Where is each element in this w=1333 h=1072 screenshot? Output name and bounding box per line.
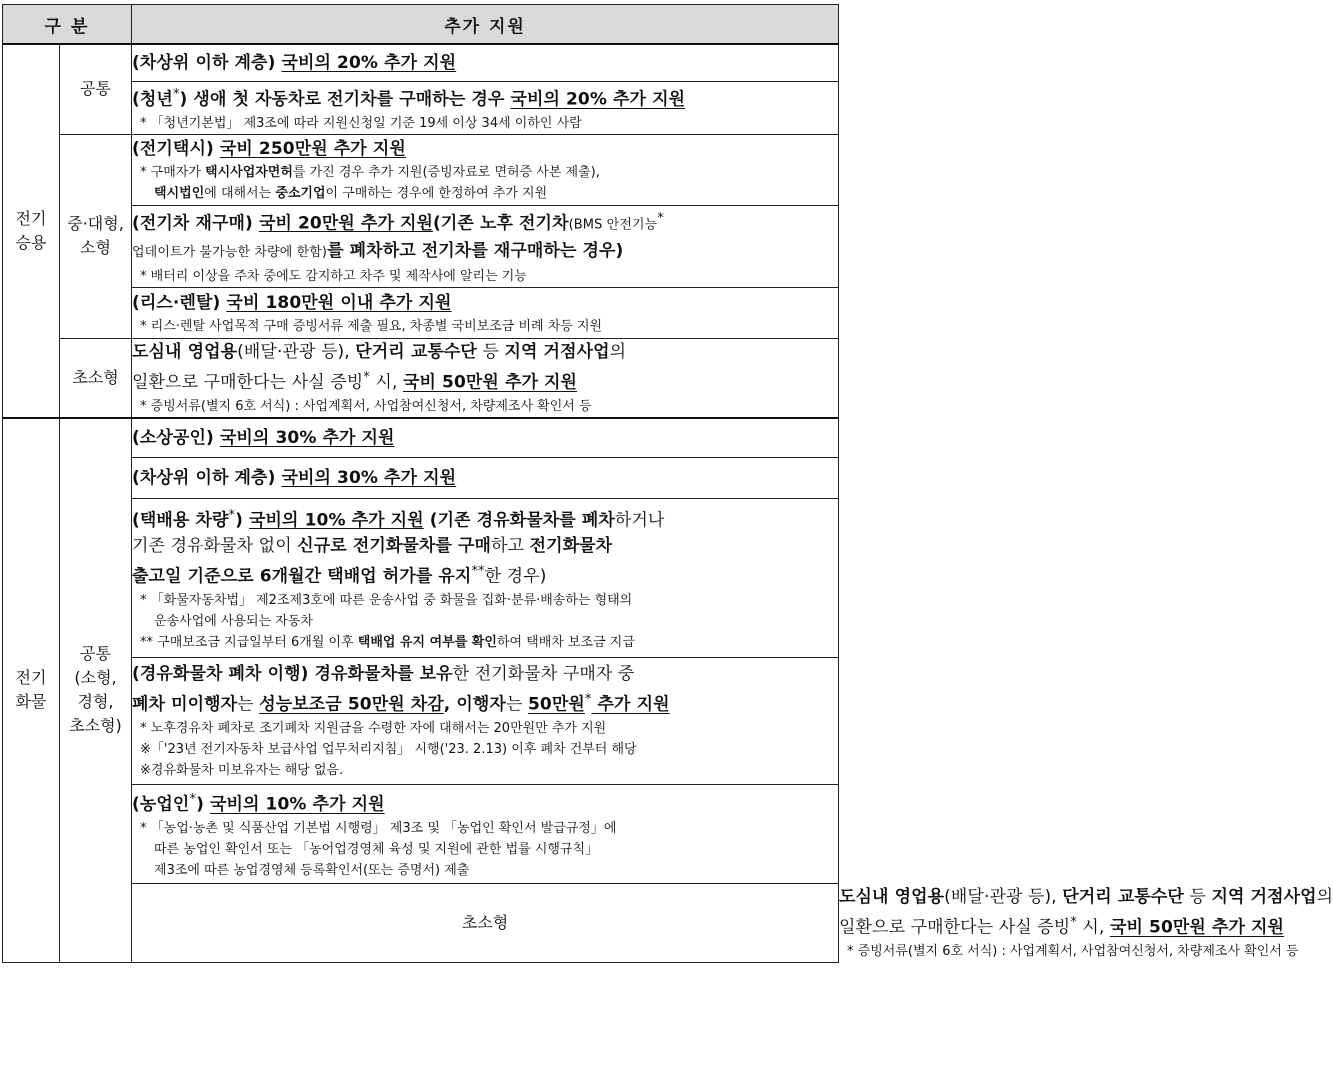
category-label: 전기 <box>15 668 47 688</box>
support-line: (농업인*) 국비의 10% 추가 지원 <box>132 792 385 815</box>
subcategory-label: 초소형 <box>72 368 119 388</box>
header-support-label: 추가 지원 <box>444 16 526 37</box>
subcategory-label: 초소형) <box>69 716 122 736</box>
subcategory-common <box>60 418 132 962</box>
footnote: * 증빙서류(별지 6호 서식) : 사업계획서, 사업참여신청서, 차량제조사 확인서 등 <box>140 398 592 414</box>
support-line: 폐차 미이행자는 성능보조금 50만원 차감, 이행자는 50만원* 추가 지원 <box>132 692 670 715</box>
footnote: ※경유화물차 미보유자는 해당 없음. <box>140 762 344 778</box>
support-line: (소상공인) 국비의 30% 추가 지원 <box>132 427 395 448</box>
footnote: * 구매자가 택시사업자면허를 가진 경우 추가 지원(증빙자료로 면허증 사본 제출), <box>140 164 600 180</box>
table-row <box>3 44 839 82</box>
header-category-label: 구 분 <box>44 16 90 37</box>
support-cell <box>132 339 839 418</box>
subsidy-table <box>2 4 1333 963</box>
header-category <box>3 5 132 45</box>
table-row: 초소형 도심내 영업용(배달·관광 등), 단거리 교통수단 등 지역 거점사업의 일환으로 구매한다는 사실 증빙* 시, 국비 50만원 추가 지원 * 증빙서류(별지 6호 서식) : 사업계획서, 사업참여신청서, 차량제조사 확인서 등 <box>3 883 839 962</box>
support-line: (청년*) 생애 첫 자동차로 전기차를 구매하는 경우 국비의 20% 추가 지원 <box>132 87 686 110</box>
support-line: 출고일 기준으로 6개월간 택배업 허가를 유지**한 경우) <box>132 564 547 588</box>
footnote: 제3조에 따른 농업경영체 등록확인서(또는 증명서) 제출 <box>154 862 470 878</box>
support-line: (차상위 이하 계층) 국비의 20% 추가 지원 <box>132 53 457 73</box>
table-row <box>3 418 839 458</box>
subcategory-label: (소형, <box>74 668 117 688</box>
footnote: * 노후경유차 폐차로 조기폐차 지원금을 수령한 자에 대해서는 20만원만 추가 지원 <box>140 720 607 736</box>
support-line: 도심내 영업용(배달·관광 등), 단거리 교통수단 등 지역 거점사업의 <box>132 342 627 363</box>
subcategory-label: 중·대형, <box>67 214 124 234</box>
support-line: (택배용 차량*) 국비의 10% 추가 지원 (기존 경유화물차를 폐차하거나 <box>132 507 665 531</box>
support-cell <box>132 82 839 135</box>
table-header-row <box>3 5 839 45</box>
subcategory-label: 공통 <box>80 79 111 99</box>
support-cell <box>132 657 839 784</box>
footnote: * 배터리 이상을 주차 중에도 감지하고 차주 및 제작사에 알리는 기능 <box>140 269 527 285</box>
support-line: (리스·렌탈) 국비 180만원 이내 추가 지원 <box>132 292 452 313</box>
subcategory-micro <box>60 339 132 418</box>
support-cell <box>132 457 839 498</box>
subcategory-label: 소형 <box>80 238 111 258</box>
footnote: * 리스·렌탈 사업목적 구매 증빙서류 제출 필요, 차종별 국비보조금 비례 차등 지원 <box>140 318 603 334</box>
support-line: (차상위 이하 계층) 국비의 30% 추가 지원 <box>132 467 457 488</box>
category-label: 화물 <box>15 692 47 712</box>
footnote: 따른 농업인 확인서 또는 「농어업경영체 육성 및 지원에 관한 법률 시행규칙」 <box>154 841 599 857</box>
category-ev-truck <box>3 418 60 962</box>
category-ev-passenger <box>3 44 60 418</box>
category-label: 전기 <box>15 208 47 228</box>
support-cell <box>132 288 839 339</box>
subcategory-mid <box>60 134 132 339</box>
support-line: 업데이트가 불가능한 차량에 한함)를 폐차하고 전기차를 재구매하는 경우) <box>132 241 624 262</box>
support-cell <box>132 498 839 657</box>
support-cell <box>132 205 839 288</box>
support-line: (전기택시) 국비 250만원 추가 지원 <box>132 138 406 159</box>
subcategory-label: 경형, <box>77 692 114 712</box>
support-line: 기존 경유화물차 없이 신규로 전기화물차를 구매하고 전기화물차 <box>132 536 613 557</box>
footnote: 택시법인에 대해서는 중소기업이 구매하는 경우에 한정하여 추가 지원 <box>154 185 548 201</box>
support-cell <box>132 418 839 458</box>
table-row <box>3 134 839 205</box>
subcategory-common <box>60 44 132 134</box>
subcategory-label: 초소형 <box>461 912 509 932</box>
support-cell <box>132 784 839 883</box>
table-row <box>3 339 839 418</box>
footnote: * 「화물자동차법」 제2조제3호에 따른 운송사업 중 화물을 집화·분류·배송하는 형태의 <box>140 593 633 609</box>
support-cell <box>132 44 839 82</box>
subcategory-micro <box>132 883 839 962</box>
footnote: ** 구매보조금 지급일부터 6개월 이후 택배업 유지 여부를 확인하여 택배차 보조금 지급 <box>140 635 635 651</box>
category-label: 승용 <box>15 232 47 252</box>
support-line: (경유화물차 폐차 이행) 경유화물차를 보유한 전기화물차 구매자 중 <box>132 664 635 685</box>
footnote: ※「'23년 전기자동차 보급사업 업무처리지침」 시행('23. 2.13) 이후 폐차 건부터 해당 <box>140 741 637 757</box>
support-cell <box>132 134 839 205</box>
support-line: (전기차 재구매) 국비 20만원 추가 지원(기존 노후 전기차(BMS 안전기능* <box>132 210 664 234</box>
header-support <box>132 5 839 45</box>
subcategory-label: 공통 <box>80 644 111 664</box>
support-line: 일환으로 구매한다는 사실 증빙* 시, 국비 50만원 추가 지원 <box>132 370 578 393</box>
footnote: * 「농업·농촌 및 식품산업 기본법 시행령」 제3조 및 「농업인 확인서 발급규정」에 <box>140 820 617 836</box>
footnote: * 「청년기본법」 제3조에 따라 지원신청일 기준 19세 이상 34세 이하인 사람 <box>140 115 582 131</box>
footnote: 운송사업에 사용되는 자동차 <box>154 614 313 630</box>
footnote: * 증빙서류(별지 6호 서식) : 사업계획서, 사업참여신청서, 차량제조사 확인서 등 <box>847 943 1299 959</box>
